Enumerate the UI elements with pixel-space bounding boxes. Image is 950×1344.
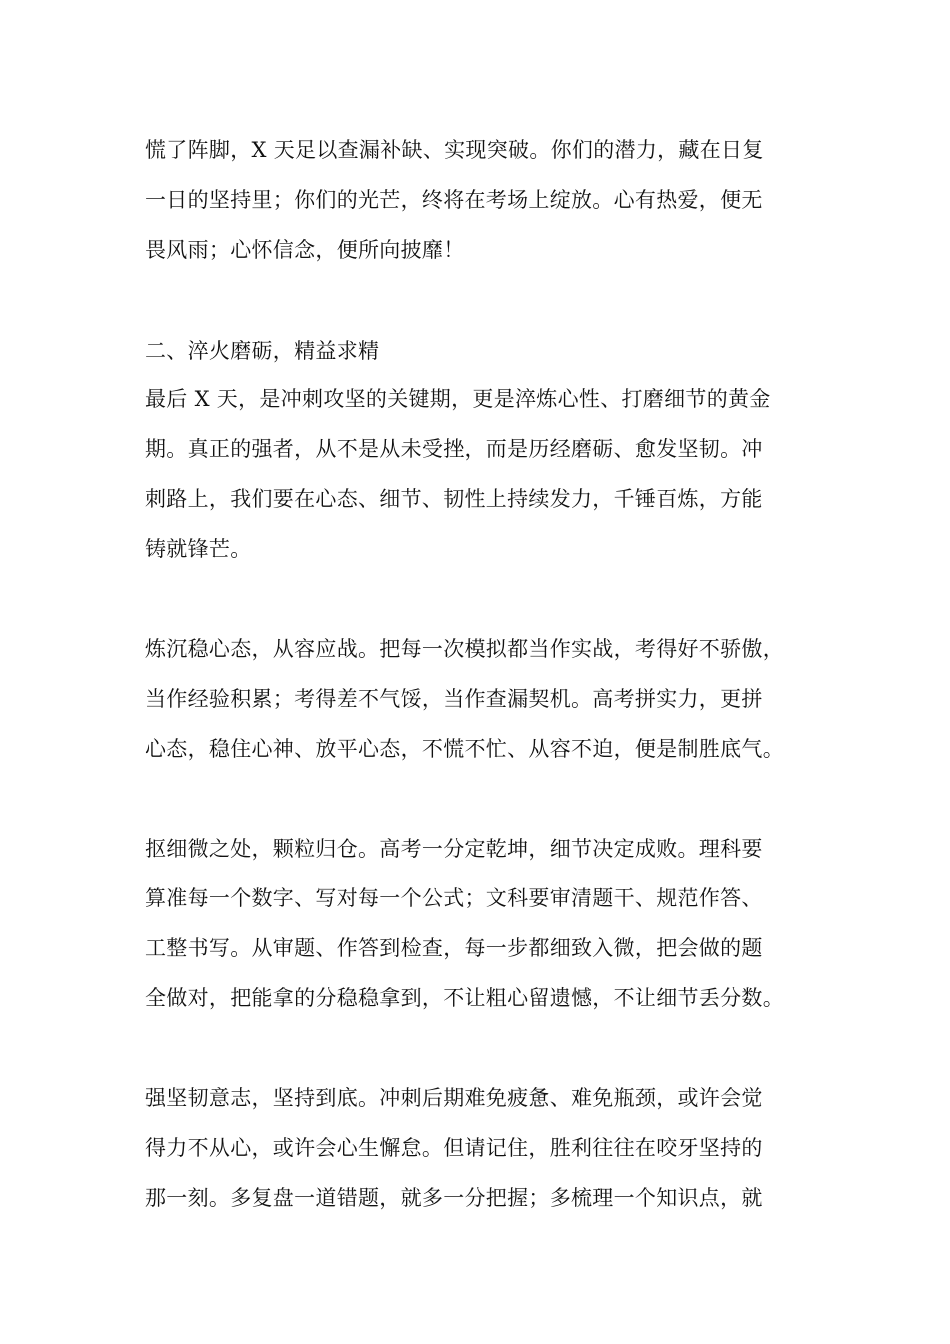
paragraph-line: 当作经验积累；考得差不气馁，当作查漏契机。高考拼实力，更拼 xyxy=(145,687,763,711)
paragraph-line: 刺路上，我们要在心态、细节、韧性上持续发力，千锤百炼，方能 xyxy=(145,487,763,511)
paragraph-line: 畏风雨；心怀信念，便所向披靡！ xyxy=(145,238,465,262)
paragraph-line: 算准每一个数字、写对每一个公式；文科要审清题干、规范作答、 xyxy=(145,886,763,910)
paragraph-line: 慌了阵脚，X 天足以查漏补缺、实现突破。你们的潜力，藏在日复 xyxy=(145,138,764,162)
paragraph-line: 工整书写。从审题、作答到检查，每一步都细致入微，把会做的题 xyxy=(145,936,763,960)
paragraph-line: 抠细微之处，颗粒归仓。高考一分定乾坤，细节决定成败。理科要 xyxy=(145,837,763,861)
paragraph-line: 强坚韧意志，坚持到底。冲刺后期难免疲惫、难免瓶颈，或许会觉 xyxy=(145,1086,763,1110)
paragraph-line: 铸就锋芒。 xyxy=(145,537,252,561)
paragraph-line: 一日的坚持里；你们的光芒，终将在考场上绽放。心有热爱，便无 xyxy=(145,188,763,212)
paragraph-line: 全做对，把能拿的分稳稳拿到，不让粗心留遗憾，不让细节丢分数。 xyxy=(145,986,784,1010)
paragraph-line: 得力不从心，或许会心生懈怠。但请记住，胜利往往在咬牙坚持的 xyxy=(145,1136,763,1160)
section-heading: 二、淬火磨砺，精益求精 xyxy=(145,339,380,363)
paragraph-line: 那一刻。多复盘一道错题，就多一分把握；多梳理一个知识点，就 xyxy=(145,1186,763,1210)
paragraph-line: 最后 X 天，是冲刺攻坚的关键期，更是淬炼心性、打磨细节的黄金 xyxy=(145,387,771,411)
paragraph-line: 心态，稳住心神、放平心态，不慌不忙、从容不迫，便是制胜底气。 xyxy=(145,737,784,761)
paragraph-line: 期。真正的强者，从不是从未受挫，而是历经磨砺、愈发坚韧。冲 xyxy=(145,437,763,461)
paragraph-line: 炼沉稳心态，从容应战。把每一次模拟都当作实战，考得好不骄傲， xyxy=(145,637,784,661)
